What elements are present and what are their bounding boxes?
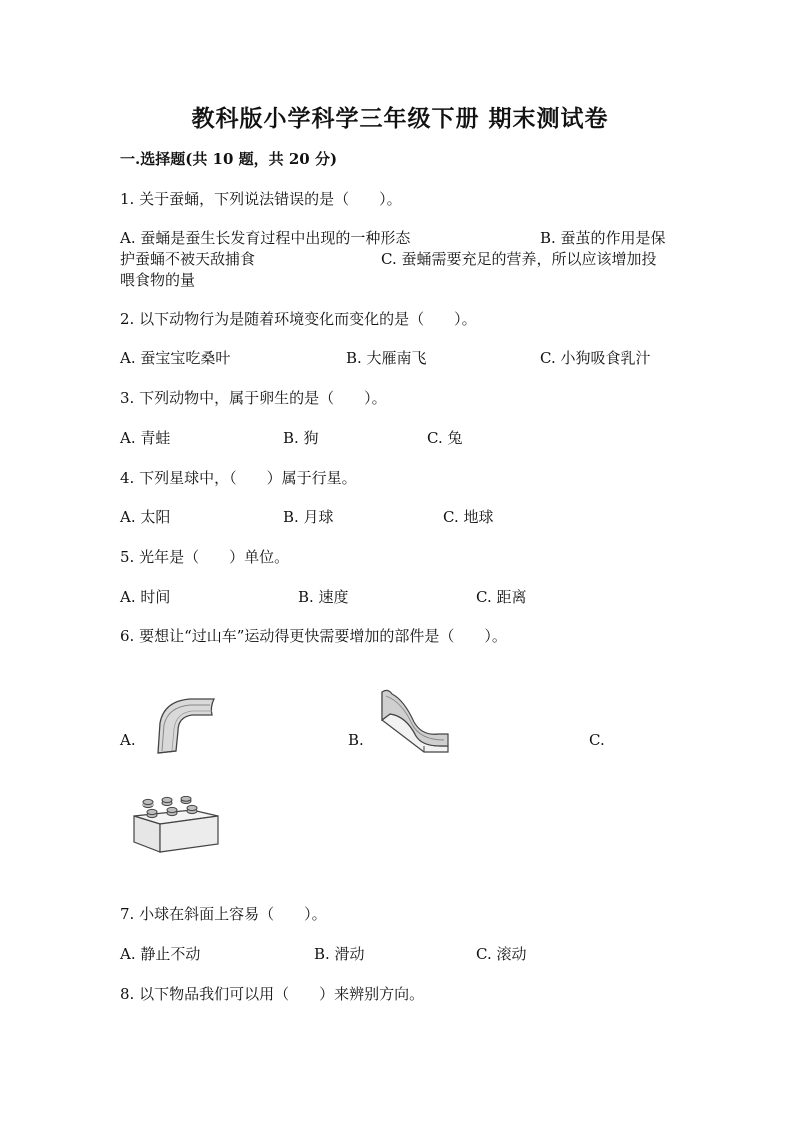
question-3-option-b: B. 狗 <box>283 429 319 447</box>
question-6-option-c: C. <box>589 731 605 749</box>
toy-brick-image <box>130 796 222 856</box>
question-3-option-a: A. 青蛙 <box>120 429 171 447</box>
question-4-option-a: A. 太阳 <box>120 508 171 526</box>
question-7-option-c: C. 滚动 <box>476 945 527 963</box>
question-2-option-b: B. 大雁南飞 <box>346 349 427 367</box>
question-1-option-c-cont: 喂食物的量 <box>120 271 196 289</box>
question-1-option-b: B. 蚕茧的作用是保 <box>540 229 666 247</box>
question-1-stem: 1. 关于蚕蛹，下列说法错误的是（ ）。 <box>120 190 402 208</box>
question-4-option-c: C. 地球 <box>443 508 494 526</box>
question-5-option-b: B. 速度 <box>298 588 349 606</box>
question-1-option-b-cont: 护蚕蛹不被天敌捕食 <box>120 250 256 268</box>
question-8-stem: 8. 以下物品我们可以用（ ）来辨别方向。 <box>120 985 425 1003</box>
question-3-option-c: C. 兔 <box>427 429 463 447</box>
page-title: 教科版小学科学三年级下册 期末测试卷 <box>191 105 609 132</box>
question-3-stem: 3. 下列动物中，属于卵生的是（ ）。 <box>120 389 387 407</box>
question-2-stem: 2. 以下动物行为是随着环境变化而变化的是（ ）。 <box>120 310 477 328</box>
question-6-option-b: B. <box>348 731 364 749</box>
section-heading: 一.选择题(共 10 题，共 20 分) <box>120 150 338 168</box>
question-7-option-a: A. 静止不动 <box>120 945 201 963</box>
question-5-option-c: C. 距离 <box>476 588 527 606</box>
question-4-option-b: B. 月球 <box>283 508 334 526</box>
curved-track-image <box>152 693 218 755</box>
question-5-stem: 5. 光年是（ ）单位。 <box>120 548 290 566</box>
question-5-option-a: A. 时间 <box>120 588 171 606</box>
question-2-option-c: C. 小狗吸食乳汁 <box>540 349 651 367</box>
question-1-option-c: C. 蚕蛹需要充足的营养，所以应该增加投 <box>381 250 657 268</box>
question-7-stem: 7. 小球在斜面上容易（ ）。 <box>120 905 327 923</box>
question-1-option-a: A. 蚕蛹是蚕生长发育过程中出现的一种形态 <box>120 229 411 247</box>
slide-ramp-image <box>378 686 452 758</box>
question-7-option-b: B. 滑动 <box>314 945 365 963</box>
question-4-stem: 4. 下列星球中，（ ）属于行星。 <box>120 469 357 487</box>
question-2-option-a: A. 蚕宝宝吃桑叶 <box>120 349 231 367</box>
question-6-stem: 6. 要想让“过山车”运动得更快需要增加的部件是（ ）。 <box>120 627 507 645</box>
question-6-option-a: A. <box>120 731 136 749</box>
